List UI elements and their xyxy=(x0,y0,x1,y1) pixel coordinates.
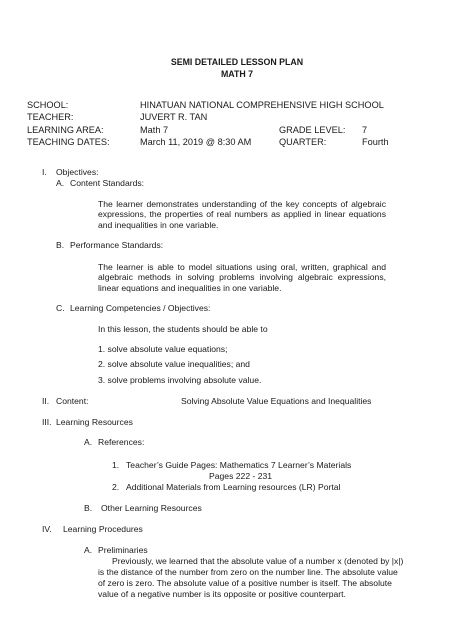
teacher-label: TEACHER: xyxy=(27,112,74,122)
preliminaries-heading: Preliminaries xyxy=(98,545,148,555)
reference-2-text: Additional Materials from Learning resources (LR) Portal xyxy=(126,482,341,492)
grade-level-label: GRADE LEVEL: xyxy=(279,125,346,135)
reference-2-number: 2. xyxy=(112,482,120,492)
other-resources-heading: Other Learning Resources xyxy=(101,503,202,513)
teaching-dates-label: TEACHING DATES: xyxy=(27,137,110,147)
section-iii-heading: Learning Resources xyxy=(56,417,133,427)
preliminaries-line: value of a negative number is its opposite or positive counterpart. xyxy=(98,589,346,599)
learning-area-label: LEARNING AREA: xyxy=(27,125,104,135)
reference-1-pages: Pages 222 - 231 xyxy=(209,471,273,481)
references-heading: References: xyxy=(98,437,145,447)
preliminaries-line: Previously, we learned that the absolute value of a number x (denoted by |x|) xyxy=(112,556,404,566)
subsection-c-label: C. xyxy=(56,303,65,313)
subsection-b-label: B. xyxy=(56,240,65,250)
preliminaries-label: A. xyxy=(84,545,93,555)
quarter-label: QUARTER: xyxy=(279,137,327,147)
competency-item: 2. solve absolute value inequalities; and xyxy=(98,359,250,369)
reference-1-text: Teacher’s Guide Pages: Mathematics 7 Learner’s Materials xyxy=(126,460,352,470)
competencies-heading: Learning Competencies / Objectives: xyxy=(70,303,211,313)
section-iv-number: IV. xyxy=(42,524,52,534)
references-label: A. xyxy=(84,437,93,447)
teacher-value: JUVERT R. TAN xyxy=(140,112,208,122)
learning-area-value: Math 7 xyxy=(140,125,169,135)
section-i-number: I. xyxy=(42,167,47,177)
other-resources-label: B. xyxy=(84,503,93,513)
performance-standards-heading: Performance Standards: xyxy=(70,240,164,250)
school-label: SCHOOL: xyxy=(27,100,69,110)
competency-item: 3. solve problems involving absolute value. xyxy=(98,375,262,385)
preliminaries-line: is the distance of the number from zero on the number line. The absolute value xyxy=(98,567,398,577)
content-standards-heading: Content Standards: xyxy=(70,178,145,188)
document-title: SEMI DETAILED LESSON PLAN xyxy=(170,57,304,67)
section-ii-heading: Content: xyxy=(56,396,89,406)
grade-level-value: 7 xyxy=(362,125,368,135)
section-i-heading: Objectives: xyxy=(56,167,99,177)
document-subtitle: MATH 7 xyxy=(220,69,254,79)
section-iv-heading: Learning Procedures xyxy=(63,524,143,534)
quarter-value: Fourth xyxy=(362,137,389,147)
subsection-a-label: A. xyxy=(56,178,65,188)
preliminaries-line: of zero is zero. The absolute value of a positive number is itself. The absolute xyxy=(98,578,392,588)
reference-1-number: 1. xyxy=(112,460,120,470)
section-iii-number: III. xyxy=(42,417,52,427)
teaching-dates-value: March 11, 2019 @ 8:30 AM xyxy=(140,137,252,147)
content-standards-text: The learner demonstrates understanding of the key concepts of algebraic expressions, the properties of real numbers as applied in linear equations and inequalities in one variable. xyxy=(98,199,386,230)
section-ii-number: II. xyxy=(42,396,50,406)
competencies-intro: In this lesson, the students should be able to xyxy=(98,324,268,334)
school-value: HINATUAN NATIONAL COMPREHENSIVE HIGH SCHOOL xyxy=(140,100,384,110)
performance-standards-text: The learner is able to model situations using oral, written, graphical and algebraic methods in solving problems involving algebraic expressions, linear equations and inequalities in one variable. xyxy=(98,262,386,293)
competency-item: 1. solve absolute value equations; xyxy=(98,344,228,354)
content-value: Solving Absolute Value Equations and Inequalities xyxy=(181,396,372,406)
